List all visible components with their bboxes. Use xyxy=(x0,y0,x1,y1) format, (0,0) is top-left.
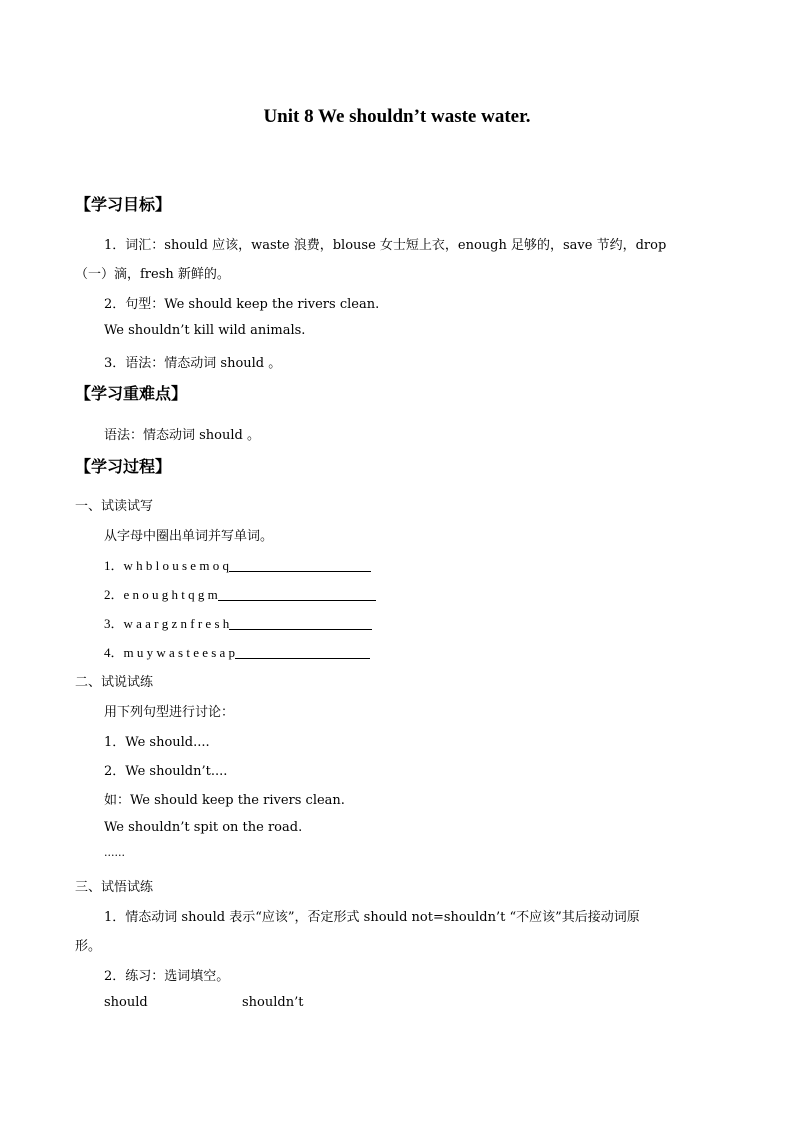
word-item-4 xyxy=(104,642,370,661)
page-title: Unit 8 We shouldn’t waste water. xyxy=(263,106,531,127)
answer-blank[interactable] xyxy=(229,616,372,630)
answer-blank[interactable] xyxy=(218,587,376,601)
grammar-line: 3．语法：情态动词 should 。 xyxy=(104,356,282,371)
pattern-should: 1．We should.... xyxy=(104,735,210,750)
heading-key-points: 【学习重难点】 xyxy=(75,384,188,403)
example-2: We shouldn’t spit on the road. xyxy=(104,820,303,835)
example-1: 如：We should keep the rivers clean. xyxy=(104,793,345,808)
part3-title: 三、试悟试练 xyxy=(75,880,154,895)
letters: 3．w a a r g z n f r e s h xyxy=(104,616,230,631)
rule-line-2: 形。 xyxy=(75,939,102,954)
pattern-line-2: We shouldn’t kill wild animals. xyxy=(104,323,306,338)
pattern-line-1: 2．句型：We should keep the rivers clean. xyxy=(104,297,380,312)
heading-learning-process: 【学习过程】 xyxy=(75,457,172,476)
part2-instruction: 用下列句型进行讨论： xyxy=(104,705,235,720)
vocab-line-1: 1．词汇：should 应该，waste 浪费，blouse 女士短上衣，enough 足够的，save 节约，drop xyxy=(104,238,667,253)
part1-instruction: 从字母中圈出单词并写单词。 xyxy=(104,529,274,544)
option-shouldnt: shouldn’t xyxy=(242,995,304,1010)
word-item-1 xyxy=(104,555,371,574)
heading-learning-goals: 【学习目标】 xyxy=(75,195,172,214)
ellipsis: ...... xyxy=(104,846,125,859)
vocab-line-2: （一）滴，fresh 新鲜的。 xyxy=(75,267,230,282)
answer-blank[interactable] xyxy=(235,645,370,659)
answer-blank[interactable] xyxy=(229,558,371,572)
key-point-text: 语法：情态动词 should 。 xyxy=(104,428,260,443)
letters: 4．m u y w a s t e e s a p xyxy=(104,645,236,660)
option-should: should xyxy=(104,995,148,1010)
word-item-2 xyxy=(104,584,376,603)
rule-line-1: 1．情态动词 should 表示“应该”，否定形式 should not=shouldn’t “不应该”其后接动词原 xyxy=(104,910,640,925)
practice-line: 2．练习：选词填空。 xyxy=(104,969,230,984)
letters: 1．w h b l o u s e m o q xyxy=(104,558,229,573)
part2-title: 二、试说试练 xyxy=(75,675,154,690)
letters: 2．e n o u g h t q g m xyxy=(104,587,218,602)
pattern-shouldnt: 2．We shouldn’t.... xyxy=(104,764,228,779)
word-item-3 xyxy=(104,613,372,632)
part1-title: 一、试读试写 xyxy=(75,499,154,514)
